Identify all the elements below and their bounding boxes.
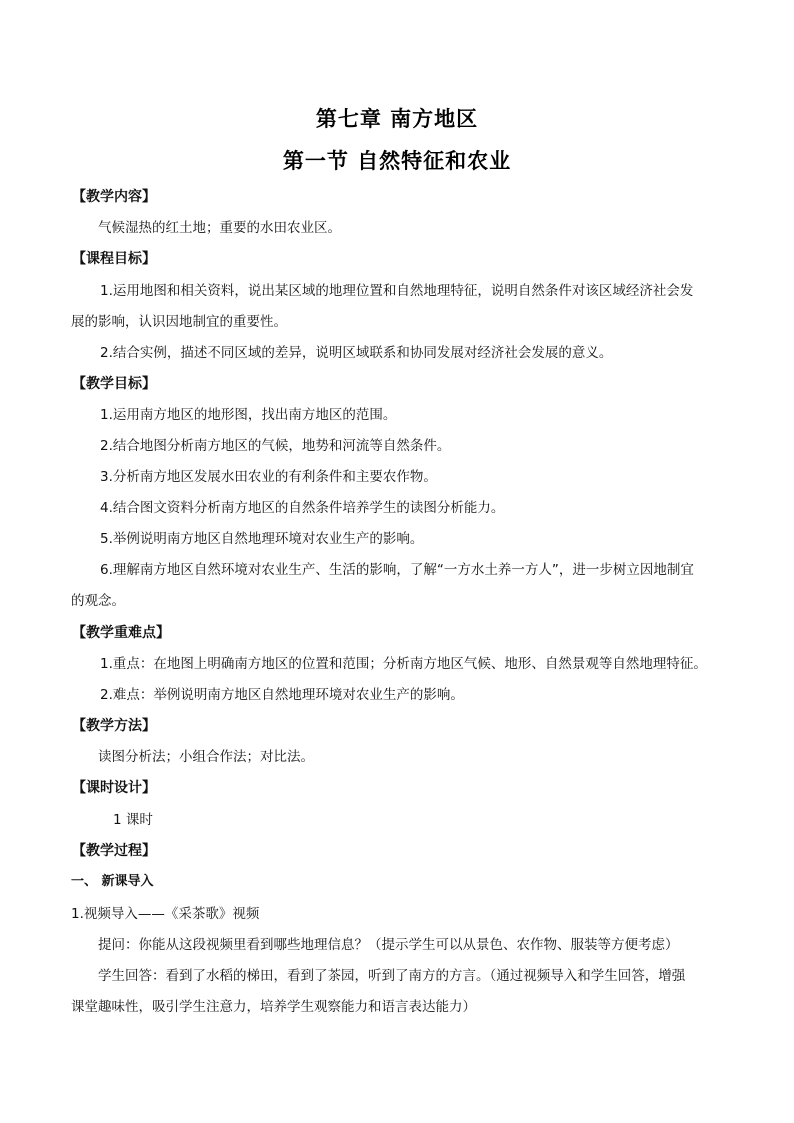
goal-item-4: 4.结合图文资料分析南方地区的自然条件培养学生的读图分析能力。	[100, 500, 505, 516]
chapter-title: 第七章 南方地区	[315, 107, 479, 131]
methods-heading: 【教学方法】	[72, 718, 156, 734]
goal-item-5: 5.举例说明南方地区自然地理环境对农业生产的影响。	[100, 531, 424, 547]
answer-text-line1: 学生回答：看到了水稻的梯田，看到了茶园，听到了南方的方言。（通过视频导入和学生回答，增强	[98, 968, 686, 984]
goals-heading: 【教学目标】	[72, 376, 156, 392]
goal-item-6-line2: 的观念。	[71, 593, 125, 609]
content-text: 气候湿热的红土地；重要的水田农业区。	[98, 220, 341, 236]
intro-item-1: 1.视频导入——《采茶歌》视频	[71, 906, 260, 922]
question-text: 提问：你能从这段视频里看到哪些地理信息？（提示学生可以从景色、农作物、服装等方便考虑）	[98, 937, 679, 953]
keypoint-item-2: 2.难点：举例说明南方地区自然地理环境对农业生产的影响。	[100, 687, 464, 703]
curriculum-item-1-line2: 展的影响，认识因地制宜的重要性。	[71, 314, 287, 330]
curriculum-item-1-line1: 1.运用地图和相关资料，说出某区域的地理位置和自然地理特征，说明自然条件对该区域经济社会发	[100, 283, 694, 299]
goal-item-1: 1.运用南方地区的地形图，找出南方地区的范围。	[100, 407, 397, 423]
keypoints-heading: 【教学重难点】	[72, 625, 170, 641]
content-heading: 【教学内容】	[72, 189, 156, 205]
process-subheading-intro: 一、 新课导入	[71, 874, 154, 889]
goal-item-3: 3.分析南方地区发展水田农业的有利条件和主要农作物。	[100, 469, 437, 485]
curriculum-item-2: 2.结合实例，描述不同区域的差异，说明区域联系和协同发展对经济社会发展的意义。	[100, 345, 613, 361]
answer-text-line2: 课堂趣味性，吸引学生注意力，培养学生观察能力和语言表达能力）	[71, 999, 476, 1015]
hours-text: 1 课时	[113, 812, 153, 828]
hours-heading: 【课时设计】	[72, 780, 156, 796]
goal-item-2: 2.结合地图分析南方地区的气候，地势和河流等自然条件。	[100, 438, 451, 454]
goal-item-6-line1: 6.理解南方地区自然环境对农业生产、生活的影响，了解“一方水土养一方人”，进一步树立因地制宜	[100, 562, 694, 578]
keypoint-item-1: 1.重点：在地图上明确南方地区的位置和范围；分析南方地区气候、地形、自然景观等自然地理特征。	[100, 656, 707, 672]
process-heading: 【教学过程】	[72, 843, 156, 859]
methods-text: 读图分析法；小组合作法；对比法。	[98, 749, 314, 765]
curriculum-heading: 【课程目标】	[72, 251, 156, 267]
section-title: 第一节 自然特征和农业	[282, 149, 512, 173]
